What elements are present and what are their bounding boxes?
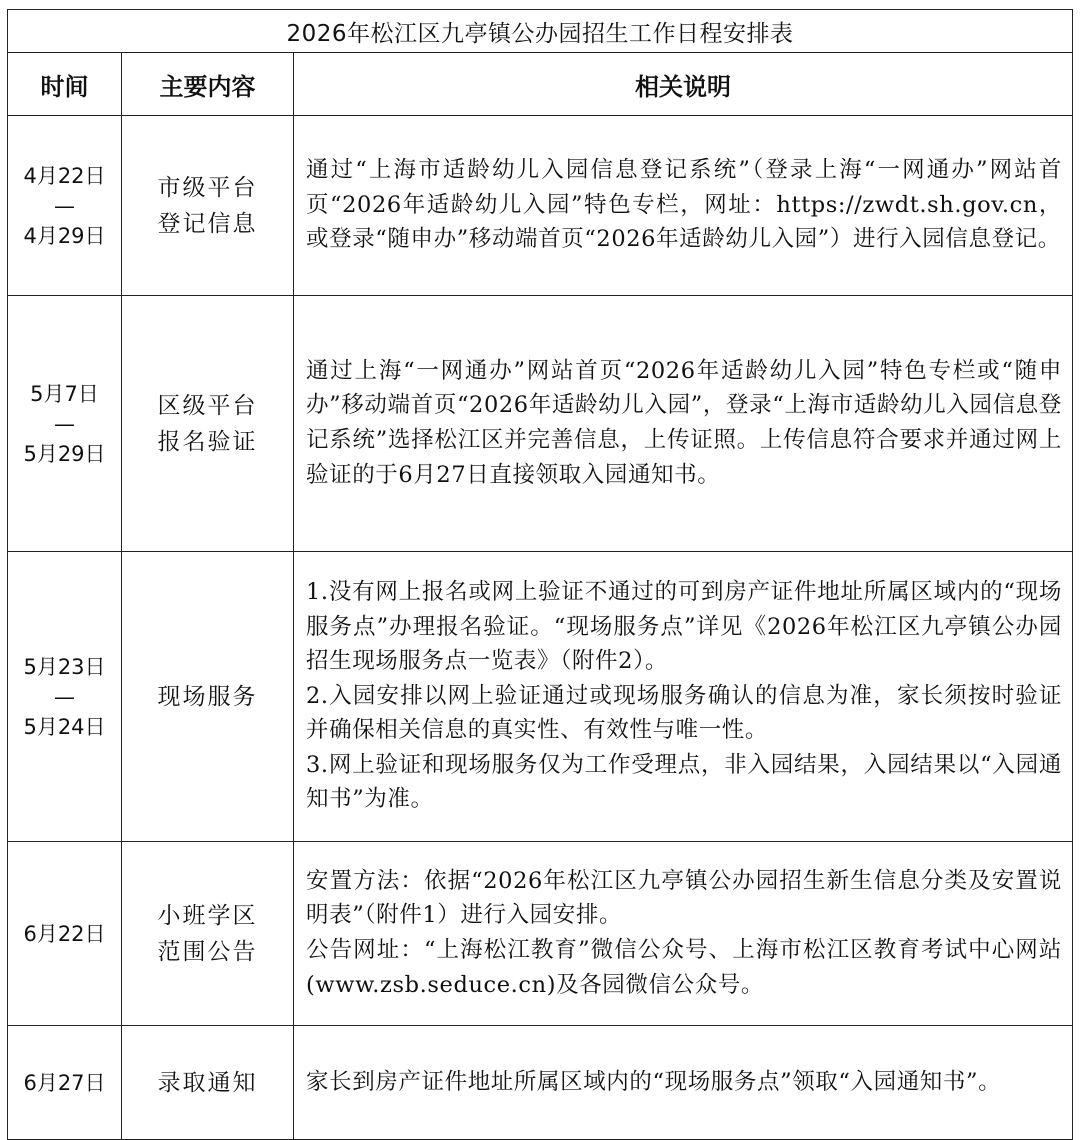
content-line: 小班学区 [157, 902, 258, 929]
time-cell [8, 296, 122, 552]
table-row [8, 116, 1073, 296]
content-cell [122, 1026, 294, 1140]
time-cell [8, 552, 122, 842]
description-cell [294, 552, 1073, 842]
description-paragraph: 家长到房产证件地址所属区域内的“现场服务点”领取“入园通知书”。 [306, 1068, 1002, 1095]
content-line: 区级平台 [157, 392, 258, 419]
content-cell [122, 842, 294, 1026]
date-end: 5月29日 [23, 441, 106, 466]
date-start: 5月7日 [30, 381, 99, 406]
date-dash: — [54, 193, 75, 218]
date-dash: — [54, 411, 75, 436]
content-line: 现场服务 [157, 683, 258, 710]
schedule-table [7, 9, 1073, 1140]
date-dash: — [54, 684, 75, 709]
description-paragraph: 1.没有网上报名或网上验证不通过的可到房产证件地址所属区域内的“现场服务点”办理报名验证。“现场服务点”详见《2026年松江区九亭镇公办园招生现场服务点一览表》（附件2）。 [306, 578, 1062, 675]
description-paragraph: 通过上海“一网通办”网站首页“2026年适龄幼儿入园”特色专栏或“随申办”移动端首页“2026年适龄幼儿入园”，登录“上海市适龄幼儿入园信息登记系统”选择松江区并完善信息，上传证照。上传信息符合要求并通过网上验证的于6月27日直接领取入园通知书。 [306, 357, 1062, 488]
description-paragraph: 2.入园安排以网上验证通过或现场服务确认的信息为准，家长须按时验证并确保相关信息的真实性、有效性与唯一性。 [306, 682, 1062, 744]
header-description: 相关说明 [294, 53, 1073, 116]
content-cell [122, 552, 294, 842]
title-row [8, 10, 1073, 53]
description-paragraph: 安置方法：依据“2026年松江区九亭镇公办园招生新生信息分类及安置说明表”（附件1）进行入园安排。 [306, 867, 1062, 929]
date-end: 4月29日 [23, 223, 106, 248]
content-line: 录取通知 [157, 1069, 258, 1096]
header-row [8, 53, 1073, 116]
content-line: 登记信息 [157, 210, 258, 237]
date-start: 5月23日 [23, 654, 106, 679]
table-title: 2026年松江区九亭镇公办园招生工作日程安排表 [8, 10, 1073, 53]
date-single: 6月27日 [23, 1070, 106, 1095]
content-cell [122, 116, 294, 296]
description-paragraph: 通过“上海市适龄幼儿入园信息登记系统”（登录上海“一网通办”网站首页“2026年适龄幼儿入园”特色专栏，网址：https://zwdt.sh.gov.cn，或登录“随申办”移动端首页“2026年适龄幼儿入园”）进行入园信息登记。 [306, 157, 1062, 253]
content-line: 报名验证 [157, 428, 258, 455]
content-line: 市级平台 [157, 174, 258, 201]
date-single: 6月22日 [23, 921, 106, 946]
description-cell [294, 296, 1073, 552]
description-cell [294, 1026, 1073, 1140]
time-cell [8, 116, 122, 296]
date-start: 4月22日 [23, 163, 106, 188]
time-cell [8, 1026, 122, 1140]
content-cell [122, 296, 294, 552]
date-end: 5月24日 [23, 714, 106, 739]
content-line: 范围公告 [157, 938, 258, 965]
table-row [8, 842, 1073, 1026]
description-cell [294, 116, 1073, 296]
header-time: 时间 [8, 53, 122, 116]
description-paragraph: 3.网上验证和现场服务仅为工作受理点，非入园结果，入园结果以“入园通知书”为准。 [306, 751, 1062, 813]
header-content: 主要内容 [122, 53, 294, 116]
table-row [8, 296, 1073, 552]
time-cell [8, 842, 122, 1026]
description-paragraph: 公告网址：“上海松江教育”微信公众号、上海市松江区教育考试中心网站(www.zsb.seduce.cn)及各园微信公众号。 [306, 937, 1062, 998]
table-row [8, 1026, 1073, 1140]
description-cell [294, 842, 1073, 1026]
table-row [8, 552, 1073, 842]
